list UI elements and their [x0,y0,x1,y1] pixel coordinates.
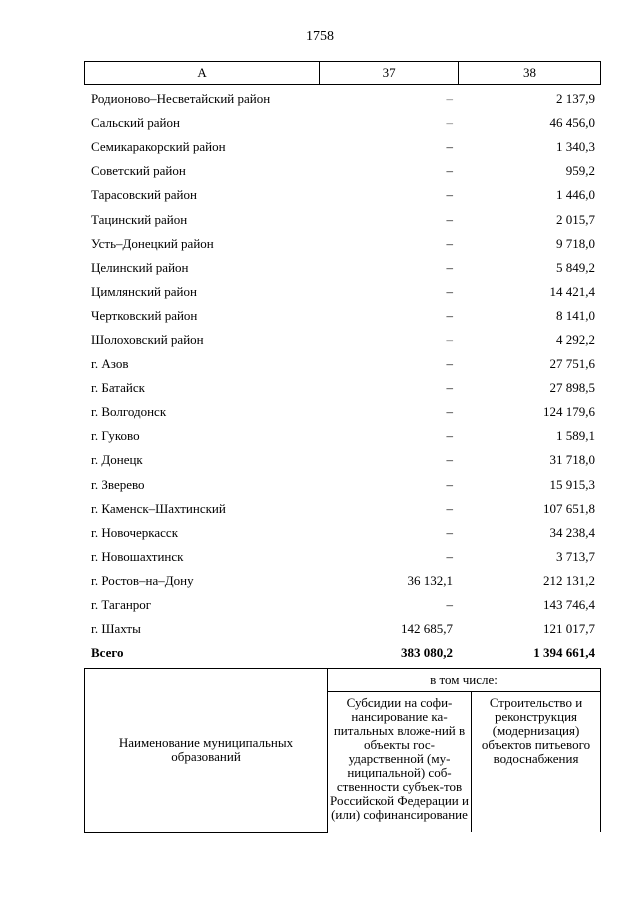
header-col-a: А [85,62,320,85]
table-row [84,87,601,111]
row-value-37: – [446,452,453,468]
row-value-37: – [446,163,453,179]
row-value-38: 2 015,7 [556,211,595,227]
table-row [84,135,601,159]
row-value-38: 959,2 [565,163,595,179]
row-value-38: 8 141,0 [556,307,595,323]
row-name: г. Каменск–Шахтинский [91,500,226,516]
table-row [84,183,601,207]
row-value-37: – [446,428,453,444]
table-row [84,232,601,256]
table-row [84,617,601,641]
row-name: г. Таганрог [91,597,152,613]
header-col-38: 38 [459,62,601,85]
row-value-38: 34 238,4 [549,524,595,540]
table-row [84,521,601,545]
table-row [84,304,601,328]
table-row [84,207,601,231]
row-value-37: – [446,115,453,131]
row-name: Тарасовский район [91,187,197,203]
row-name: г. Зверево [91,476,145,492]
table-header [84,61,601,85]
table-row [84,352,601,376]
table-row [84,111,601,135]
row-value-37: – [446,500,453,516]
page-number: 1758 [306,29,334,44]
row-value-38: 1 340,3 [556,139,595,155]
table-row [84,545,601,569]
row-value-38: 1 446,0 [556,187,595,203]
row-value-37: – [446,331,453,347]
row-value-38: 5 849,2 [556,259,595,275]
row-value-37: 142 685,7 [400,621,453,637]
row-name: Цимлянский район [91,283,197,299]
row-value-37: – [446,356,453,372]
table-row [84,569,601,593]
table-row [84,376,601,400]
row-name: г. Гуково [91,428,140,444]
total-label: Всего [91,645,124,661]
row-name: Семикаракорский район [91,139,226,155]
table-row [84,159,601,183]
row-name: г. Волгодонск [91,404,167,420]
row-value-37: – [446,187,453,203]
row-value-38: 14 421,4 [549,283,595,299]
row-value-37: 36 132,1 [407,572,453,588]
row-value-38: 1 589,1 [556,428,595,444]
data-table [84,87,601,665]
total-value-38: 1 394 661,4 [533,645,595,661]
row-value-37: – [446,235,453,251]
row-name: Сальский район [91,115,180,131]
row-name: г. Шахты [91,621,141,637]
subheader-sub1: Субсидии на софи-нансирование ка-питальных вложе-ний в объекты гос-ударственной (му-ниципальной) соб-ственности субъек-тов Российской Федерации и (или) софинансирование [328,692,472,833]
row-value-38: 212 131,2 [543,572,595,588]
total-row [84,641,601,665]
row-value-38: 4 292,2 [556,331,595,347]
row-name: г. Батайск [91,380,145,396]
row-value-38: 15 915,3 [549,476,595,492]
row-name: Целинский район [91,259,189,275]
table-row [84,497,601,521]
row-name: г. Ростов–на–Дону [91,572,194,588]
data-table-body [84,87,601,665]
row-value-37: – [446,139,453,155]
row-name: Тацинский район [91,211,188,227]
row-value-38: 46 456,0 [549,115,595,131]
row-name: г. Донецк [91,452,143,468]
table-row [84,280,601,304]
row-name: г. Новошахтинск [91,548,184,564]
row-value-38: 143 746,4 [543,597,595,613]
table-row [84,400,601,424]
row-value-38: 124 179,6 [543,404,595,420]
row-value-37: – [446,380,453,396]
table-row [84,328,601,352]
row-name: Шолоховский район [91,331,204,347]
row-value-37: – [446,283,453,299]
row-value-37: – [446,524,453,540]
row-name: Советский район [91,163,186,179]
row-name: г. Азов [91,356,129,372]
row-value-37: – [446,597,453,613]
header-col-37: 37 [320,62,459,85]
subheader-table [84,668,601,833]
row-value-37: – [446,404,453,420]
row-name: Чертковский район [91,307,198,323]
subheader-group: в том числе: [328,669,601,692]
row-value-38: 27 898,5 [549,380,595,396]
row-name: Усть–Донецкий район [91,235,214,251]
total-value-37: 383 080,2 [400,645,453,661]
subheader-sub2: Строительство и реконструкция (модернизация) объектов питьевого водоснабжения [472,692,601,833]
row-name: г. Новочеркасск [91,524,179,540]
row-value-38: 3 713,7 [556,548,595,564]
row-value-38: 107 651,8 [543,500,595,516]
row-value-37: – [446,548,453,564]
row-value-38: 27 751,6 [549,356,595,372]
row-value-37: – [446,91,453,107]
row-value-37: – [446,307,453,323]
subheader-col-a: Наименование муниципальных образований [85,669,328,833]
row-value-38: 31 718,0 [549,452,595,468]
table-row [84,424,601,448]
row-value-37: – [446,211,453,227]
table-row [84,473,601,497]
row-value-38: 2 137,9 [556,91,595,107]
table-row [84,256,601,280]
row-name: Родионово–Несветайский район [91,91,271,107]
row-value-38: 9 718,0 [556,235,595,251]
table-row [84,593,601,617]
row-value-37: – [446,259,453,275]
row-value-37: – [446,476,453,492]
table-row [84,448,601,472]
row-value-38: 121 017,7 [543,621,595,637]
